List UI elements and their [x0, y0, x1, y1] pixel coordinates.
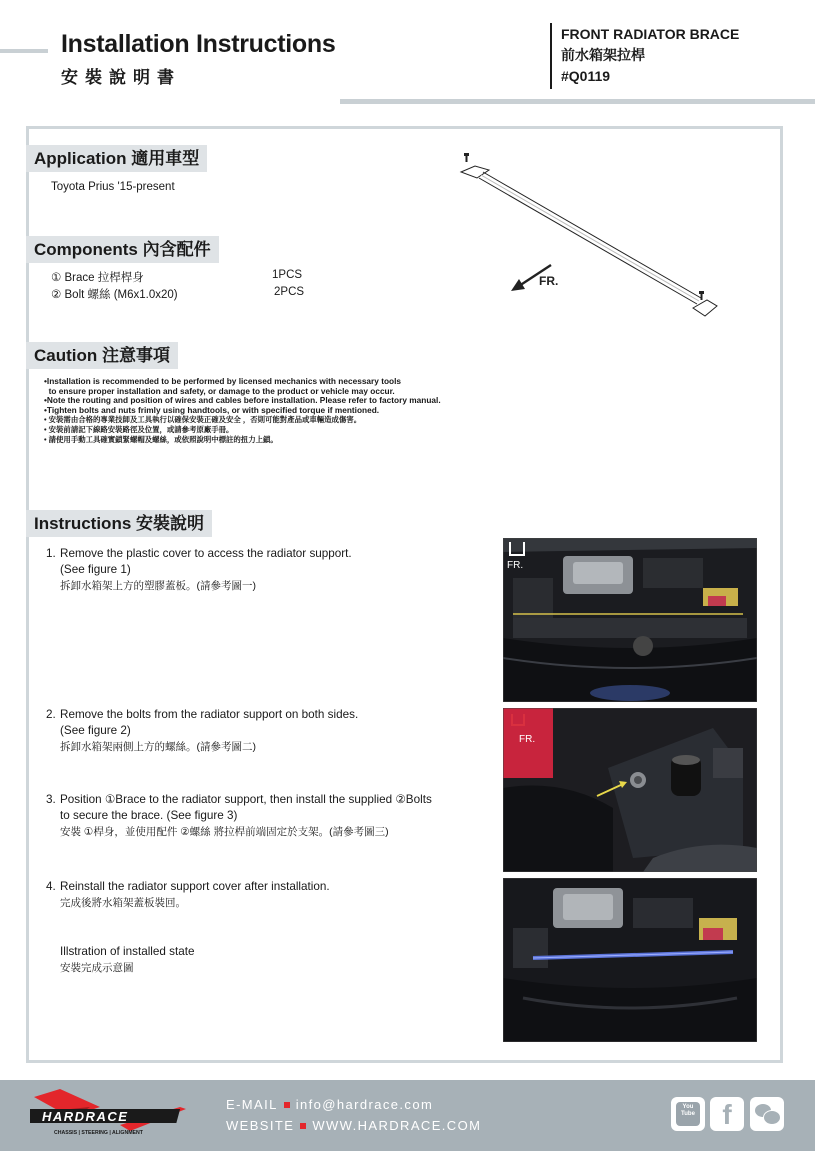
step-line: (See figure 2) — [60, 724, 131, 737]
red-dot-icon — [300, 1123, 306, 1129]
product-code: #Q0119 — [561, 68, 611, 84]
component-name-2: ② Bolt 螺絲 (M6x1.0x20) — [51, 289, 178, 301]
application-vehicle: Toyota Prius '15-present — [51, 181, 175, 193]
arrow-down-icon — [509, 542, 525, 556]
youtube-icon[interactable] — [671, 1097, 705, 1131]
instruction-step-3 — [46, 792, 432, 840]
engine-bay-illustration — [503, 538, 757, 702]
figure-3-photo — [503, 878, 757, 1042]
caution-line: •Note the routing and position of wires and cables before installation. Please refer to factory manual. — [44, 395, 441, 406]
installed-brace-illustration — [503, 878, 757, 1042]
website-link[interactable]: WWW.HARDRACE.COM — [312, 1118, 482, 1133]
facebook-icon[interactable]: f — [710, 1097, 744, 1131]
step-line: Remove the bolts from the radiator support on both sides. — [60, 708, 359, 721]
application-heading: Application 適用車型 — [26, 145, 207, 172]
caution-line: to ensure proper installation and safety, or damage to the product or vehicle may occur. — [44, 385, 395, 396]
caution-line: • 請使用手動工具確實鎖緊螺帽及螺絲，或依照說明中標註的扭力上鎖。 — [44, 434, 278, 444]
wechat-icon[interactable] — [750, 1097, 784, 1131]
caution-line: • 安裝需由合格的專業技師及工具執行以確保安裝正確及安全 ，否則可能對產品或車輛造成傷害。 — [44, 415, 362, 425]
bolt-icon-top — [464, 153, 469, 162]
figure-direction-label: FR. — [507, 560, 524, 571]
step-line: 拆卸水箱架兩側上方的螺絲。(請參考圖二) — [60, 741, 256, 753]
bolt-icon-bottom — [699, 291, 704, 300]
step-line: Reinstall the radiator support cover after installation. — [60, 880, 330, 893]
step-line: 拆卸水箱架上方的塑膠蓋板。(請參考圖一) — [60, 580, 256, 592]
caption-line: Illstration of installed state — [60, 945, 195, 958]
step-number: 1. — [46, 547, 56, 560]
step-number: 2. — [46, 708, 56, 721]
product-name-chinese: 前水箱架拉桿 — [561, 47, 645, 63]
email-label: E-MAIL — [226, 1097, 278, 1112]
step-line: to secure the brace. (See figure 3) — [60, 809, 238, 822]
product-name: FRONT RADIATOR BRACE — [561, 26, 740, 42]
youtube-icon-text: You Tube — [681, 1104, 695, 1117]
product-info — [561, 24, 739, 87]
logo-brand-text: HARDRACE — [42, 1109, 129, 1124]
header-accent-line-left — [0, 49, 48, 53]
direction-label: FR. — [539, 274, 559, 288]
caption-line: 安裝完成示意圖 — [60, 962, 134, 974]
header-divider — [550, 23, 552, 89]
step-number: 3. — [46, 793, 56, 806]
logo-tagline: CHASSIS | STEERING | ALIGNMENT — [54, 1130, 143, 1136]
instruction-step-4 — [46, 879, 330, 911]
hardrace-logo — [30, 1087, 192, 1139]
step-line: Remove the plastic cover to access the radiator support. — [60, 547, 352, 560]
caution-list — [44, 377, 441, 444]
figure-direction-label: FR. — [519, 734, 536, 745]
website-label: WEBSITE — [226, 1118, 295, 1133]
instruction-step-1 — [46, 546, 352, 594]
red-dot-icon — [284, 1102, 290, 1108]
caution-heading: Caution 注意事項 — [26, 342, 178, 369]
illustration-caption — [60, 944, 194, 976]
step-line: 安裝 ①桿身，並使用配件 ②螺絲 將拉桿前端固定於支架。(請參考圖三) — [60, 826, 389, 838]
step-line: (See figure 1) — [60, 563, 131, 576]
page-title: Installation Instructions — [61, 30, 336, 58]
step-number: 4. — [46, 880, 56, 893]
figure-2-photo — [503, 708, 757, 872]
step-line: 完成後將水箱架蓋板裝回。 — [60, 897, 186, 909]
instructions-heading: Instructions 安裝說明 — [26, 510, 212, 537]
components-heading: Components 內含配件 — [26, 236, 219, 263]
caution-line: •Installation is recommended to be performed by licensed mechanics with necessary tools — [44, 376, 402, 386]
email-link[interactable]: info@hardrace.com — [295, 1097, 434, 1112]
component-qty-1: 1PCS — [272, 269, 303, 281]
footer-website — [226, 1118, 481, 1133]
brace-diagram — [455, 148, 735, 328]
component-name-1: ① Brace 拉桿桿身 — [51, 272, 144, 284]
component-qty-2: 2PCS — [274, 286, 305, 298]
radiator-support-illustration — [503, 708, 757, 872]
header-accent-line-right — [340, 99, 815, 104]
page-title-chinese: 安裝說明書 — [61, 68, 181, 88]
caution-line: • 安裝前請記下線路安裝路徑及位置，或請參考原廠手冊。 — [44, 424, 234, 434]
footer-email — [226, 1097, 433, 1112]
figure-1-photo — [503, 538, 757, 702]
arrow-down-icon — [511, 714, 525, 726]
step-line: Position ①Brace to the radiator support, then install the supplied ②Bolts — [60, 793, 432, 806]
caution-line: •Tighten bolts and nuts frimly using handtools, or with specified torque if mentioned. — [44, 404, 380, 415]
instruction-step-2 — [46, 707, 358, 755]
